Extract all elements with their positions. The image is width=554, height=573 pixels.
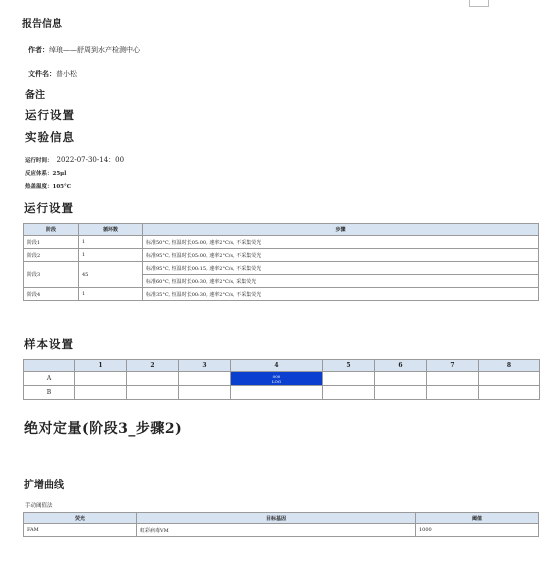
- well-cell[interactable]: [75, 372, 127, 386]
- well-cell[interactable]: [375, 372, 427, 386]
- report-info-heading: 报告信息: [22, 19, 62, 30]
- well-cell[interactable]: [375, 386, 427, 400]
- notes-label: 备注: [25, 90, 45, 101]
- run-settings-table: [23, 223, 539, 301]
- well-label-line2: LOG: [271, 378, 282, 384]
- amplification-table: [23, 512, 539, 537]
- well-cell[interactable]: [231, 386, 323, 400]
- volume-line: [25, 169, 66, 177]
- column-header[interactable]: 8: [479, 360, 540, 372]
- fluor-cell: FAM: [24, 524, 137, 537]
- well-cell[interactable]: [179, 372, 231, 386]
- stage-cell: 阶段2: [24, 249, 79, 262]
- table-row: [24, 524, 539, 537]
- well-cell-selected[interactable]: [231, 372, 323, 386]
- stage-cell: 阶段3: [24, 262, 79, 288]
- threshold-method-label: 手动阈值法: [25, 503, 53, 509]
- row-header[interactable]: A: [24, 372, 75, 386]
- author-line: [28, 45, 140, 55]
- threshold-cell[interactable]: 1000: [416, 524, 539, 537]
- step-cell: 标准60°C, 恒温时长00:30, 速率2°C/s, 采集荧光: [143, 275, 539, 288]
- column-header-stage: 阶段: [24, 224, 79, 236]
- step-cell: 标准95°C, 恒温时长00:15, 速率2°C/s, 不采集荧光: [143, 262, 539, 275]
- column-header-steps: 步骤: [143, 224, 539, 236]
- lid-temp-value: 105°C: [52, 184, 72, 190]
- table-row: [24, 249, 539, 262]
- well-cell[interactable]: [479, 386, 540, 400]
- volume-label: 反应体系：: [25, 171, 53, 177]
- amplification-heading: 扩增曲线: [24, 480, 64, 491]
- column-header-threshold: 阈值: [416, 513, 539, 524]
- corner-header-cell: [24, 360, 75, 372]
- run-time-value: 2022-07-30-14：00: [56, 156, 125, 164]
- well-cell[interactable]: [127, 386, 179, 400]
- well-cell[interactable]: [127, 372, 179, 386]
- column-header[interactable]: 4: [231, 360, 323, 372]
- well-label-line1: 000: [272, 373, 281, 379]
- well-cell[interactable]: [427, 386, 479, 400]
- sample-plate-table: [23, 359, 540, 400]
- cycles-cell: 1: [79, 236, 143, 249]
- experiment-info-heading: 实验信息: [25, 130, 75, 144]
- table-row: [24, 236, 539, 249]
- volume-value: 25μl: [52, 171, 67, 177]
- stage-cell: 阶段4: [24, 288, 79, 301]
- step-cell: 标准50°C, 恒温时长05:00, 速率2°C/s, 不采集荧光: [143, 236, 539, 249]
- table-row: [24, 372, 540, 386]
- well-cell[interactable]: [323, 386, 375, 400]
- table-row: [24, 386, 540, 400]
- column-header[interactable]: 7: [427, 360, 479, 372]
- filename-line: [28, 69, 77, 79]
- well-cell[interactable]: [427, 372, 479, 386]
- table-row: [24, 262, 539, 275]
- cycles-cell: 1: [79, 288, 143, 301]
- column-header-cycles: 循环数: [79, 224, 143, 236]
- column-header-target: 目标基因: [137, 513, 416, 524]
- step-cell: 标准95°C, 恒温时长05:00, 速率2°C/s, 不采集荧光: [143, 249, 539, 262]
- cycles-cell: 1: [79, 249, 143, 262]
- sample-settings-heading: 样本设置: [24, 337, 74, 351]
- absolute-quant-heading: 绝对定量(阶段3_步骤2): [24, 421, 183, 437]
- stage-cell: 阶段1: [24, 236, 79, 249]
- run-time-line: [25, 155, 124, 165]
- cycles-cell: 45: [79, 262, 143, 288]
- lid-temp-label: 热盖温度：: [25, 184, 53, 190]
- well-cell[interactable]: [479, 372, 540, 386]
- table-header-row: [24, 360, 540, 372]
- window-corner-control[interactable]: [469, 0, 489, 7]
- table-header-row: [24, 513, 539, 524]
- column-header[interactable]: 6: [375, 360, 427, 372]
- table-header-row: [24, 224, 539, 236]
- well-cell[interactable]: [323, 372, 375, 386]
- column-header[interactable]: 1: [75, 360, 127, 372]
- table-row: [24, 288, 539, 301]
- lid-temp-line: [25, 182, 71, 190]
- author-label: 作者：: [28, 45, 49, 54]
- column-header[interactable]: 2: [127, 360, 179, 372]
- author-value: 绰琅——舒周到水产检测中心: [49, 46, 140, 54]
- filename-label: 文件名：: [28, 69, 56, 78]
- well-cell[interactable]: [75, 386, 127, 400]
- column-header-fluor: 荧光: [24, 513, 137, 524]
- column-header[interactable]: 3: [179, 360, 231, 372]
- row-header[interactable]: B: [24, 386, 75, 400]
- filename-value: 普小松: [56, 70, 77, 78]
- target-cell: 虹彩病毒VM: [137, 524, 416, 537]
- step-cell: 标准35°C, 恒温时长00:30, 速率2°C/s, 不采集荧光: [143, 288, 539, 301]
- column-header[interactable]: 5: [323, 360, 375, 372]
- well-cell[interactable]: [179, 386, 231, 400]
- run-settings-heading: 运行设置: [24, 201, 74, 215]
- run-settings-heading-top: 运行设置: [25, 108, 75, 122]
- run-time-label: 运行时间：: [25, 158, 53, 164]
